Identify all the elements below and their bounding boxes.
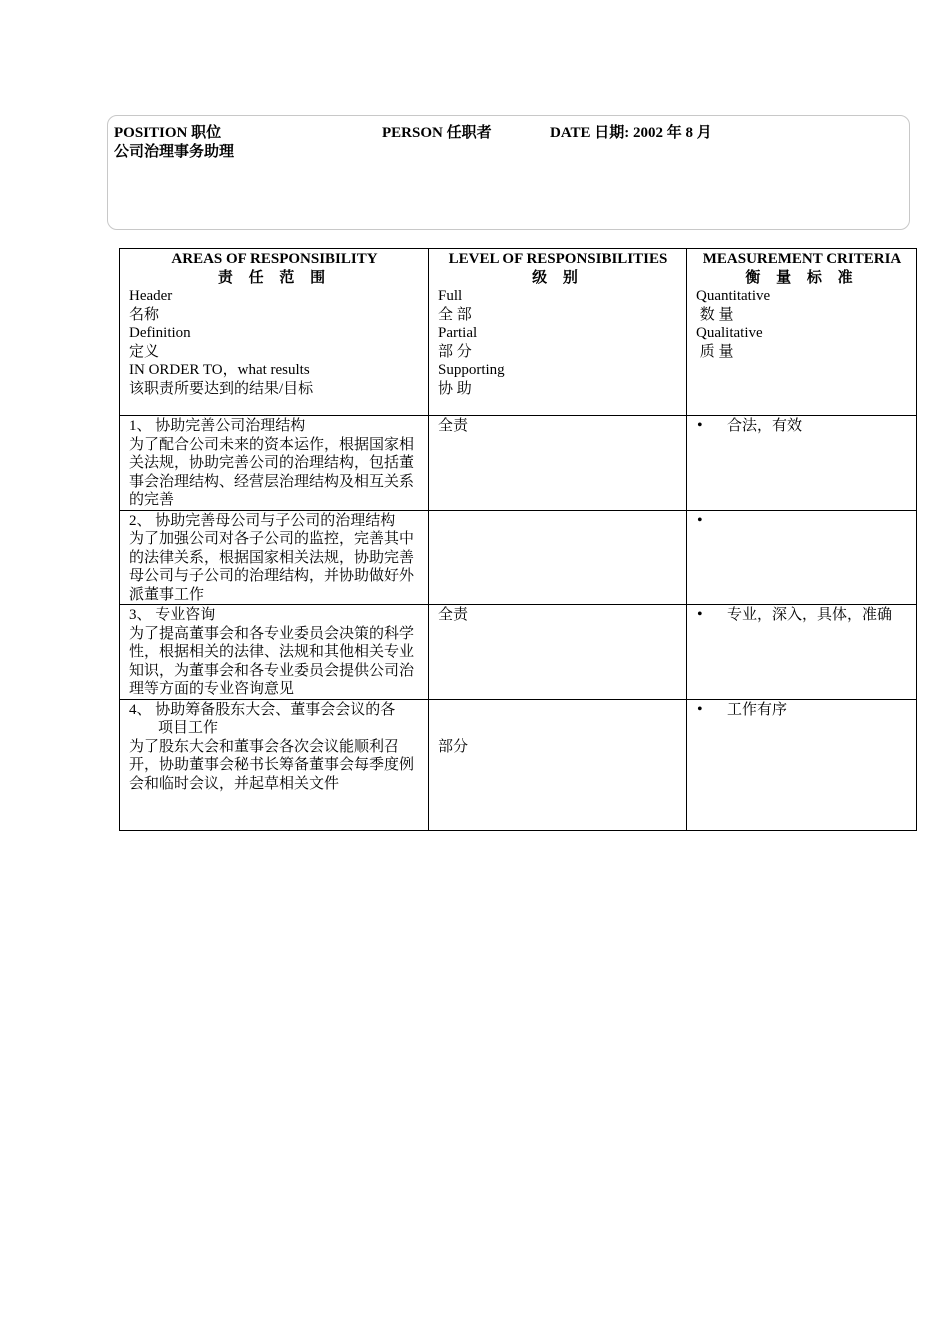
area-title: 2、 协助完善母公司与子公司的治理结构 (129, 512, 396, 529)
legend-line: 定义 (129, 343, 160, 360)
column-title-cn: 级 别 (532, 269, 584, 286)
header-cell-areas (120, 249, 429, 416)
position-label: POSITION 职位 (114, 125, 222, 141)
legend-line: 协 助 (438, 380, 472, 397)
legend-line: 质 量 (696, 343, 734, 360)
legend-line: 数 量 (696, 306, 734, 323)
header-box (107, 115, 910, 230)
level-value: 部分 (438, 738, 469, 755)
criteria-cell (687, 416, 917, 511)
column-title-en: LEVEL OF RESPONSIBILITIES (448, 251, 668, 267)
area-description: 为了加强公司对各子公司的监控，完善其中的法律关系，根据国家相关法规，协助完善母公司与子公司的治理结构，并协助做好外派董事工作 (129, 531, 415, 603)
level-cell (429, 699, 687, 830)
criteria-cell (687, 699, 917, 830)
header-cell-level (429, 249, 687, 416)
area-description: 为了配合公司未来的资本运作，根据国家相关法规，协助完善公司的治理结构，包括董事会治理结构、经营层治理结构及相互关系的完善 (129, 436, 415, 508)
position-value: 公司治理事务助理 (114, 144, 235, 160)
table-row (120, 510, 917, 605)
table-header-row (120, 249, 917, 416)
legend-line: IN ORDER TO，what results (129, 362, 310, 378)
area-cell (120, 416, 429, 511)
area-cell (120, 699, 429, 830)
column-title-cn: 责 任 范 围 (217, 269, 332, 286)
area-cell (120, 510, 429, 605)
area-title: 4、 协助筹备股东大会、董事会会议的各 (129, 701, 396, 718)
header-cell-criteria (687, 249, 917, 416)
table-row (120, 605, 917, 700)
legend-line: Quantitative (696, 288, 771, 304)
criteria-value: 合法，有效 (727, 418, 803, 434)
legend-line: Qualitative (696, 325, 763, 341)
bullet-icon: • (697, 700, 703, 718)
table-row (120, 699, 917, 830)
date-label: DATE 日期: 2002 年 8 月 (550, 125, 712, 141)
criteria-cell (687, 605, 917, 700)
level-cell (429, 605, 687, 700)
area-description: 为了提高董事会和各专业委员会决策的科学性，根据相关的法律、法规和其他相关专业知识，为董事会和各专业委员会提供公司治理等方面的专业咨询意见 (129, 625, 415, 697)
area-title: 1、 协助完善公司治理结构 (129, 418, 306, 434)
column-title-en: AREAS OF RESPONSIBILITY (171, 251, 378, 267)
legend-line: 名称 (129, 306, 160, 323)
legend-line: Full (438, 288, 463, 304)
level-cell (429, 416, 687, 511)
bullet-icon: • (697, 511, 703, 529)
legend-line: 该职责所要达到的结果/目标 (129, 380, 314, 397)
bullet-icon: • (697, 417, 703, 434)
column-title-cn: 衡 量 标 准 (745, 269, 859, 286)
legend-line: Supporting (438, 362, 505, 378)
area-title-continued: 项目工作 (158, 720, 219, 736)
legend-line: Header (129, 288, 173, 304)
legend-line: 部 分 (438, 343, 472, 360)
column-title-en: MEASUREMENT CRITERIA (702, 251, 902, 267)
responsibility-table (119, 248, 917, 831)
person-label: PERSON 任职者 (382, 125, 492, 141)
level-cell (429, 510, 687, 605)
table-row (120, 416, 917, 511)
legend-line: 全 部 (438, 306, 472, 323)
criteria-value: 工作有序 (727, 701, 788, 718)
area-cell (120, 605, 429, 700)
area-description: 为了股东大会和董事会各次会议能顺利召开，协助董事会秘书长筹备董事会每季度例会和临时会议，并起草相关文件 (129, 738, 415, 792)
bullet-icon: • (697, 606, 703, 623)
criteria-cell (687, 510, 917, 605)
legend-line: Partial (438, 325, 478, 341)
level-value: 全责 (438, 418, 469, 434)
area-title: 3、 专业咨询 (129, 607, 216, 623)
level-value: 全责 (438, 607, 469, 623)
legend-line: Definition (129, 325, 191, 341)
criteria-value: 专业，深入，具体，准确 (727, 607, 893, 623)
